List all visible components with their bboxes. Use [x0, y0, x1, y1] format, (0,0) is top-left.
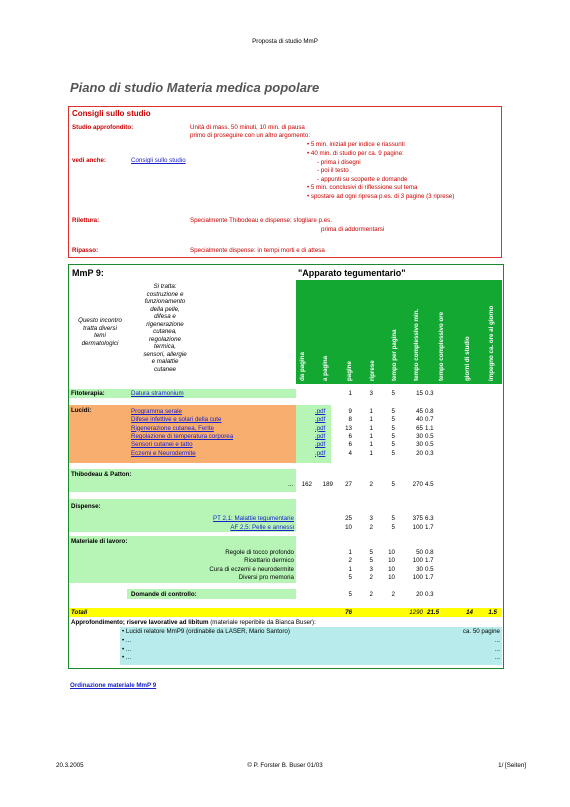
col-header: impegno ca. ore al giorno: [488, 305, 495, 381]
pdf-link[interactable]: .pdf: [315, 416, 326, 424]
cell-riprese: 1: [369, 408, 373, 415]
cell-tempo-ore: 0.3: [425, 390, 434, 397]
cell-tempo-min: 100: [412, 523, 423, 531]
cell-tempo-min: 30: [416, 432, 423, 440]
lucidi-item-link[interactable]: Difese infettive e solari della cute: [131, 416, 222, 424]
cell-tempo-min: 375: [412, 515, 423, 522]
cell-tempo-min: 50: [416, 549, 423, 556]
consigli-box: [68, 106, 502, 258]
approfondimento-text: • ...: [122, 654, 132, 662]
tip-subbullet: - poi il testo: [317, 167, 349, 174]
total-giorni: 14: [466, 609, 473, 616]
totali-label: Totali: [71, 609, 88, 616]
cell-tempo-min: 30: [416, 565, 423, 573]
cell-tempo-ore: 0.5: [425, 565, 434, 573]
cell-tempo-pagina: 5: [391, 416, 395, 424]
pdf-link[interactable]: .pdf: [315, 441, 326, 449]
cell-pagine: 8: [348, 416, 352, 424]
lucidi-item-link[interactable]: Eczemi e Neurodermite: [131, 449, 196, 457]
dispense-item-link[interactable]: PT 2,1: Malattie tegumentarie: [212, 515, 294, 522]
rilettura-label: Rilettura:: [72, 217, 100, 224]
cell-pagine: 1: [348, 565, 352, 573]
rilettura-line-1: Specialmente Thibodeau e dispense: sfogliare p.es.: [190, 217, 332, 224]
cell-pagine: 2: [348, 557, 352, 565]
total-impegno: 1.5: [488, 609, 497, 616]
col-header: a pagina: [322, 355, 329, 381]
dispense-item-link[interactable]: AF 2,5: Pelle e annessi: [230, 523, 294, 531]
studio-label: Studio approfondito:: [72, 124, 134, 131]
cell-tempo-min: 100: [412, 573, 423, 581]
rilettura-line-2: prima di addormentarsi: [321, 226, 385, 233]
mmp-title: MmP 9:: [72, 268, 104, 278]
lucidi-item-link[interactable]: Rigenerazione cutanea, Ferite: [131, 424, 214, 432]
cell-pagine: 13: [345, 424, 352, 432]
cell-tempo-pagina: 5: [391, 449, 395, 457]
cell-riprese: 1: [369, 416, 373, 424]
cell-da-pagina: 162: [301, 481, 312, 488]
page-header: Proposta di studio MmP: [252, 38, 318, 45]
cell-tempo-pagina: 10: [388, 573, 395, 581]
total-pagine: 76: [345, 609, 352, 616]
cell-tempo-ore: 0.8: [425, 408, 434, 415]
cell-pagine: 4: [348, 449, 352, 457]
pdf-link[interactable]: .pdf: [315, 408, 326, 415]
col-header: tempo per pagina: [391, 329, 398, 381]
col-header: tempo complessivo min.: [413, 308, 420, 381]
cell-pagine: 25: [345, 515, 352, 522]
cell-tempo-ore: 0.3: [425, 449, 434, 457]
cell-tempo-pagina: 2: [391, 591, 395, 598]
approfondimento-text: • ...: [122, 645, 132, 653]
cell-riprese: 2: [369, 523, 373, 531]
cell-riprese: 3: [369, 515, 373, 522]
cell-tempo-pagina: 5: [391, 390, 395, 397]
cell-tempo-min: 65: [416, 424, 423, 432]
cell-tempo-min: 45: [416, 408, 423, 415]
approfondimento-heading: Approfondimento; riserve lavorative ad libitum (materiale reperibile da Bianca Buser):: [71, 619, 316, 626]
total-ore: 21.5: [427, 609, 440, 616]
cell-tempo-pagina: 5: [391, 408, 395, 415]
intro-right: Si tratta: costruzione e funzionamento della pelle, difesa e rigenerazione cutanea, regolazione termica, sensori, allergie e malattie cutanee: [143, 283, 187, 373]
vedi-label: vedi anche:: [72, 157, 107, 164]
cell-tempo-ore: 0.8: [425, 549, 434, 556]
cell-tempo-min: 20: [416, 591, 423, 598]
cell-tempo-ore: 0.7: [425, 416, 434, 424]
tip-bullet: • spostare ad ogni ripresa p.es. di 3 pagine (3 riprese): [307, 193, 455, 200]
materiale-item: Diversi pro memoria: [238, 573, 294, 581]
dispense-label: Dispense:: [71, 503, 101, 510]
lucidi-label: Lucidi:: [71, 407, 92, 414]
approfondimento-pages: ...: [494, 636, 500, 644]
cell-riprese: 2: [369, 591, 373, 598]
footer-copyright: © P. Forster B. Buser 01/03: [247, 762, 323, 769]
cell-riprese: 1: [369, 441, 373, 449]
cell-tempo-ore: 0.3: [425, 591, 434, 598]
cell-pagine: 1: [348, 390, 352, 397]
cell-tempo-ore: 0.5: [425, 432, 434, 440]
ripasso-text: Specialmente dispense: in tempi morti e di attesa: [190, 247, 325, 254]
tip-bullet: • 40 min. di studio per ca. 9 pagine:: [307, 150, 404, 157]
cell-riprese: 5: [369, 549, 373, 556]
mmp-subject: "Apparato tegumentario": [298, 268, 406, 278]
consigli-heading: Consigli sullo studio: [72, 109, 151, 118]
intro-left: Questo incontro tratta diversi temi dermatologici: [78, 317, 122, 347]
tip-subbullet: - prima i disegni: [317, 159, 361, 166]
lucidi-item-link[interactable]: Programma serale: [131, 408, 182, 415]
tip-bullet: • 5 min. iniziali per indice e riassunti: [307, 141, 405, 148]
cell-riprese: 3: [369, 565, 373, 573]
fitoterapia-label: Fitoterapia:: [71, 390, 105, 397]
thibodeau-dots: ...: [288, 481, 294, 488]
cell-tempo-pagina: 10: [388, 549, 395, 556]
materiale-item: Cura di eczemi e neurodermite: [209, 565, 294, 573]
footer-date: 20.3.2005: [56, 762, 84, 769]
footer-page: 1/ [Seiten]: [498, 762, 526, 769]
col-header: tempo complessivo ore: [438, 311, 445, 381]
cell-tempo-pagina: 5: [391, 441, 395, 449]
col-header: riprese: [369, 360, 376, 381]
cell-pagine: 5: [348, 573, 352, 581]
cell-tempo-pagina: 5: [391, 523, 395, 531]
cell-pagine: 9: [348, 408, 352, 415]
cell-pagine: 1: [348, 549, 352, 556]
tip-bullet: • 5 min. conclusivi di riflessione sul tema: [307, 184, 418, 191]
approfondimento-text: • Lucidi relatore MmP9 (ordinabile da LASER, Mario Santoro): [122, 628, 290, 635]
cell-riprese: 1: [369, 424, 373, 432]
cell-pagine: 27: [345, 481, 352, 488]
cell-pagine: 5: [348, 591, 352, 598]
cell-tempo-pagina: 5: [391, 424, 395, 432]
cell-tempo-ore: 1.1: [425, 424, 434, 432]
materiale-item: Regole di tocco profondo: [225, 549, 294, 556]
materiale-item: Ricettario dermico: [244, 557, 294, 565]
studio-line-2: primo di proseguire con un altro argomento:: [190, 132, 311, 139]
cell-riprese: 5: [369, 557, 373, 565]
consigli-link[interactable]: Consigli sullo studio: [131, 157, 186, 164]
cell-tempo-min: 15: [416, 390, 423, 397]
pdf-link[interactable]: .pdf: [315, 432, 326, 440]
thibodeau-label: Thibodeau & Patton:: [71, 471, 132, 478]
approfondimento-text: • ...: [122, 636, 132, 644]
cell-tempo-ore: 1.7: [425, 573, 434, 581]
pdf-link[interactable]: .pdf: [315, 424, 326, 432]
col-header: da pagina: [299, 352, 306, 381]
cell-tempo-min: 40: [416, 416, 423, 424]
mmp-table-box: [68, 264, 504, 669]
approfondimento-pages: ...: [494, 654, 500, 662]
cell-tempo-min: 30: [416, 441, 423, 449]
cell-riprese: 2: [369, 481, 373, 488]
cell-tempo-pagina: 5: [391, 432, 395, 440]
cell-pagine: 6: [348, 441, 352, 449]
materiale-label: Materiale di lavoro:: [71, 538, 128, 545]
cell-pagine: 10: [345, 523, 352, 531]
cell-tempo-ore: 6.3: [425, 515, 434, 522]
lucidi-item-link[interactable]: Sensori cutanei e tatto: [131, 441, 193, 449]
col-header: pagine: [346, 361, 353, 381]
cell-pagine: 6: [348, 432, 352, 440]
cell-riprese: 3: [369, 390, 373, 397]
fitoterapia-item[interactable]: Datura stramonium: [131, 390, 184, 397]
cell-tempo-min: 100: [412, 557, 423, 565]
studio-line-1: Unità di mass. 50 minuti, 10 min. di pausa: [190, 124, 305, 131]
lucidi-pdf-band: [296, 405, 331, 463]
cell-tempo-min: 20: [416, 449, 423, 457]
ripasso-label: Ripasso:: [72, 247, 99, 254]
lucidi-item-link[interactable]: Regolazione di temperatura corporea: [131, 432, 234, 440]
total-min: 1290: [409, 609, 423, 616]
cell-tempo-min: 270: [412, 481, 423, 488]
approfondimento-pages: ...: [494, 645, 500, 653]
cell-riprese: 1: [369, 449, 373, 457]
cell-tempo-pagina: 5: [391, 515, 395, 522]
cell-riprese: 1: [369, 432, 373, 440]
col-header: giorni di studio: [464, 336, 471, 381]
approfondimento-pages: ca. 50 pagine: [462, 628, 500, 635]
cell-tempo-pagina: 5: [391, 481, 395, 488]
ordinazione-link[interactable]: Ordinazione materiale MmP 9: [70, 682, 157, 689]
pdf-link[interactable]: .pdf: [315, 449, 326, 457]
cell-a-pagina: 189: [322, 481, 333, 488]
cell-tempo-pagina: 10: [388, 565, 395, 573]
domande-label: Domande di controllo:: [131, 591, 197, 598]
cell-tempo-ore: 1.7: [425, 557, 434, 565]
cell-tempo-ore: 1.7: [425, 523, 434, 531]
cell-riprese: 2: [369, 573, 373, 581]
cell-tempo-ore: 0.5: [425, 441, 434, 449]
cell-tempo-pagina: 10: [388, 557, 395, 565]
tip-subbullet: - appunti su scoperte e domande: [317, 176, 408, 183]
document-title: Piano di studio Materia medica popolare: [70, 80, 320, 95]
cell-tempo-ore: 4.5: [425, 481, 434, 488]
